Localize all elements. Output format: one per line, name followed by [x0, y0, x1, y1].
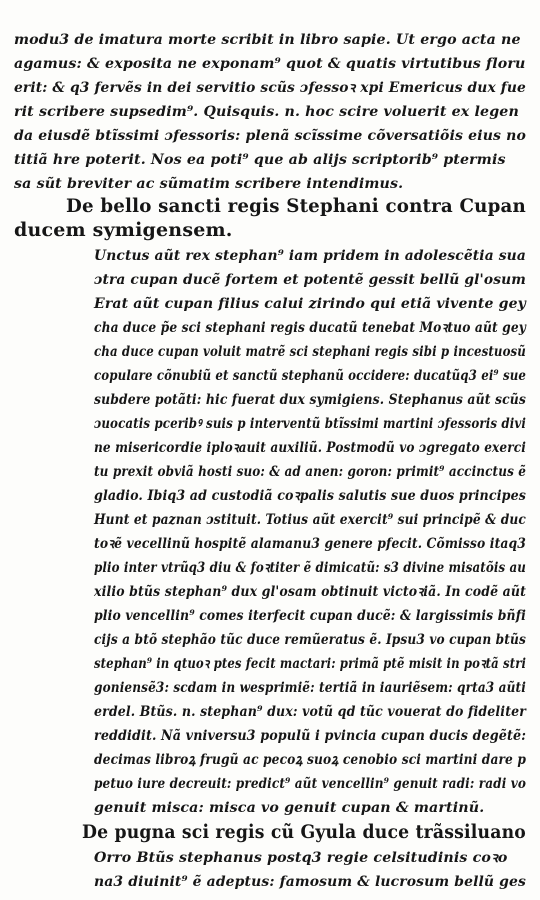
text-line: subdere potãti: hic fuerat dux symigiens. Stephanus aũt scũs	[94, 392, 526, 408]
text-line: Orro Btũs stephanus postq3 regie celsitudinis coꝛo	[94, 850, 508, 866]
text-line: cijs a btõ stephão tũc duce remũeratus ẽ. Ipsu3 vo cupan btũs	[94, 632, 527, 648]
text-line: sa sũt breviter ac sũmatim scribere intendimus.	[14, 176, 404, 192]
text-line: erit: & q3 fervẽs in dei servitio scũs ɔfessoꝛ xpi Emericus dux fue	[14, 80, 526, 96]
text-line: ne misericordie iploꝛauit auxiliũ. Postmodũ vo ɔgregato exerci	[94, 440, 526, 456]
text-line: rit scribere supsedim⁹. Quisquis. n. hoc scire voluerit ex legen	[14, 104, 519, 120]
text-line: plio vencellin⁹ comes iterfecit cupan ducẽ: & largissimis bñfi	[94, 608, 526, 624]
text-line: gladio. Ibiq3 ad custodiã coꝛpalis salutis sue duos principes	[94, 488, 526, 504]
text-line: agamus: & exposita ne exponam⁹ quot & quatis virtutibus floru	[14, 56, 526, 72]
text-line: Erat aũt cupan filius calui zirindo qui etiã vivente gey	[94, 296, 526, 312]
text-line: plio inter vtrũq3 diu & foꝛtiter ẽ dimicatũ: s3 divine misatõis au	[94, 560, 527, 576]
text-line: Unctus aũt rex stephan⁹ iam pridem in adolescẽtia sua	[94, 248, 526, 264]
text-line: ɔtra cupan ducẽ fortem et potentẽ gessit bellũ gl'osum	[94, 272, 526, 288]
text-line: stephan⁹ in qtuoꝛ ptes fecit mactari: primã ptẽ misit in poꝛtã stri	[94, 656, 527, 672]
text-line: petuo iure decreuit: predict⁹ aũt vencellin⁹ genuit radi: radi vo	[94, 776, 527, 792]
text-line: goniensẽ3: scdam in wesprimiẽ: tertiã in iauriẽsem: qrta3 aũti	[94, 680, 526, 696]
text-line: copulare cõnubiũ et sanctũ stephanũ occidere: ducatũq3 ei⁹ sue	[94, 368, 527, 384]
text-line: titiã hre poterit. Nos ea poti⁹ que ab alijs scriptorib⁹ ptermis	[14, 152, 506, 168]
text-line: ɔuocatis pceribꝰ suis p interventũ btĩssimi martini ɔfessoris divi	[94, 416, 526, 432]
text-line: tu prexit obviã hosti suo: & ad anen: goron: primit⁹ accinctus ẽ	[94, 464, 527, 480]
text-line: modu3 de imatura morte scribit in libro sapie. Ut ergo acta ne	[14, 32, 521, 48]
section-heading: ducem symigensem.	[14, 219, 233, 241]
text-line: erdel. Btũs. n. stephan⁹ dux: votũ qd tũc vouerat do fideliter	[94, 704, 526, 720]
section-heading: De pugna sci regis cũ Gyula duce trãssiluano	[82, 821, 526, 843]
text-line: xilio btũs stephan⁹ dux gl'osam obtinuit victoꝛiã. In codẽ aũt	[94, 584, 527, 600]
section-heading: De bello sancti regis Stephani contra Cupan	[66, 195, 526, 217]
text-line: reddidit. Nã vniversu3 populũ i pvincia cupan ducis degẽtẽ:	[94, 728, 527, 744]
text-line: genuit misca: misca vo genuit cupan & martinũ.	[94, 800, 485, 816]
text-line: decimas libroꝝ frugũ ac pecoꝝ suoꝝ cenobio sci martini dare p	[94, 752, 527, 768]
text-line: Hunt et paznan ɔstituit. Totius aũt exercit⁹ sui principẽ & duc	[94, 512, 526, 528]
text-line: na3 diuinit⁹ ẽ adeptus: famosum & lucrosum bellũ ges	[94, 874, 527, 890]
text-line: da eiusdẽ btĩssimi ɔfessoris: plenã scĩssime cõversatiõis eius no	[14, 128, 527, 144]
text-line: cha duce p̃e sci stephani regis ducatũ tenebat Moꝛtuo aũt gey	[94, 320, 526, 336]
text-line: toꝛẽ vecellinũ hospitẽ alamanu3 genere pfecit. Cõmisso itaq3	[94, 536, 526, 552]
text-line: cha duce cupan voluit matrẽ sci stephani regis sibi p incestuosũ	[94, 344, 526, 360]
